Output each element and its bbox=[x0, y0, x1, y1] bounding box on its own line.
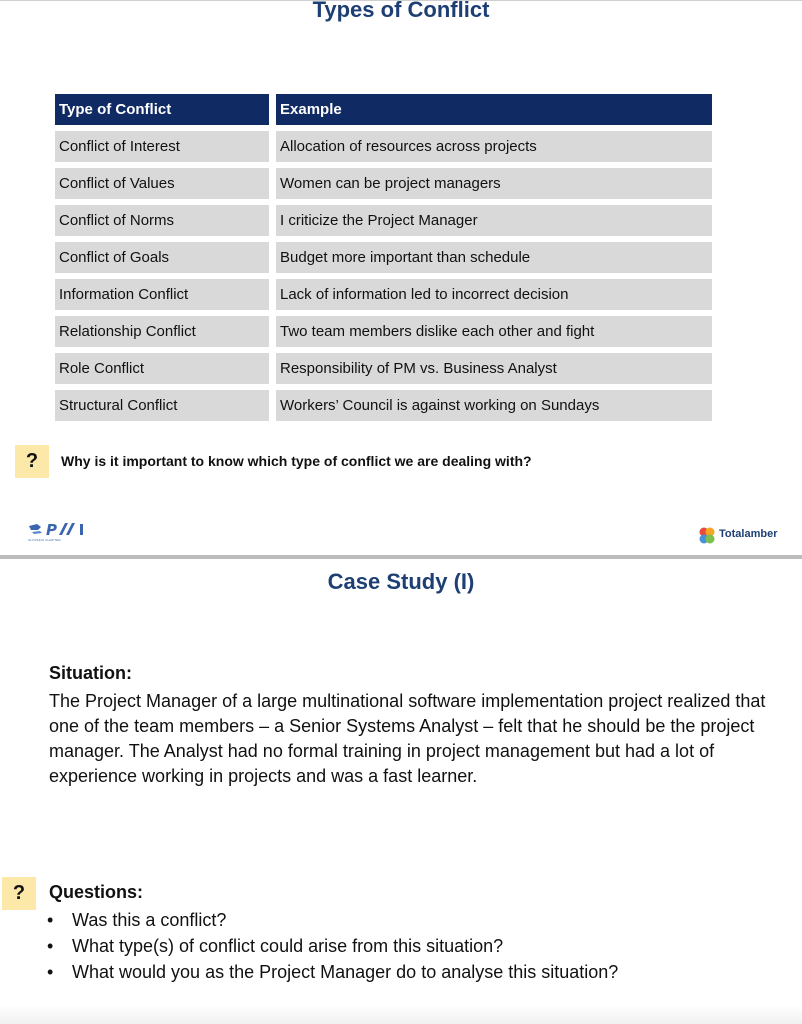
situation-text: The Project Manager of a large multinational software implementation project realized that one of the team members – a Senior Systems Analyst – felt that he should be the project manager. The Analyst had no formal training in project management but had a lot of experience working in projects and was a fast learner. bbox=[49, 691, 766, 786]
discussion-question: Why is it important to know which type of conflict we are dealing with? bbox=[61, 453, 532, 469]
slide-title: Case Study (I) bbox=[327, 569, 475, 594]
table-header-example: Example bbox=[276, 94, 712, 125]
table-cell-example: Allocation of resources across projects bbox=[276, 131, 712, 162]
table-header-type: Type of Conflict bbox=[55, 94, 269, 125]
bullet-icon: • bbox=[47, 936, 54, 956]
list-item bbox=[47, 933, 618, 959]
question-mark-icon: ? bbox=[2, 877, 36, 910]
bullet-icon: • bbox=[47, 962, 54, 982]
bullet-icon: • bbox=[47, 910, 54, 930]
totalamber-logo bbox=[697, 526, 778, 551]
question-text: What would you as the Project Manager do to analyse this situation? bbox=[72, 962, 619, 982]
slide-case-study bbox=[0, 559, 802, 1024]
table-cell-type: Information Conflict bbox=[55, 279, 269, 310]
slide-title: Types of Conflict bbox=[312, 0, 490, 22]
table-cell-example: I criticize the Project Manager bbox=[276, 205, 712, 236]
table-cell-type: Conflict of Values bbox=[55, 168, 269, 199]
table-cell-type: Conflict of Norms bbox=[55, 205, 269, 236]
questions-label: Questions: bbox=[49, 882, 144, 902]
situation-label: Situation: bbox=[49, 663, 132, 683]
list-item bbox=[47, 959, 618, 985]
svg-text:P: P bbox=[46, 521, 57, 537]
question-text: Was this a conflict? bbox=[72, 910, 227, 930]
question-text: What type(s) of conflict could arise from this situation? bbox=[72, 936, 504, 956]
questions-list bbox=[47, 907, 618, 985]
table-cell-example: Lack of information led to incorrect decision bbox=[276, 279, 712, 310]
table-cell-type: Structural Conflict bbox=[55, 390, 269, 421]
table-cell-type: Conflict of Goals bbox=[55, 242, 269, 273]
table-cell-type: Conflict of Interest bbox=[55, 131, 269, 162]
question-mark-icon: ? bbox=[15, 445, 49, 478]
table-cell-example: Responsibility of PM vs. Business Analyst bbox=[276, 353, 712, 384]
brand-name: Totalamber bbox=[719, 528, 778, 540]
pmi-chapter-label: SLOVAKIA CHAPTER bbox=[28, 538, 61, 542]
table-cell-type: Relationship Conflict bbox=[55, 316, 269, 347]
totalamber-flower-icon bbox=[697, 526, 717, 546]
table-cell-example: Budget more important than schedule bbox=[276, 242, 712, 273]
table-cell-type: Role Conflict bbox=[55, 353, 269, 384]
pmi-logo bbox=[28, 521, 114, 542]
list-item bbox=[47, 907, 618, 933]
pmi-logo-icon bbox=[28, 521, 114, 537]
table-cell-example: Workers’ Council is against working on Sundays bbox=[276, 390, 712, 421]
table-cell-example: Women can be project managers bbox=[276, 168, 712, 199]
table-cell-example: Two team members dislike each other and fight bbox=[276, 316, 712, 347]
